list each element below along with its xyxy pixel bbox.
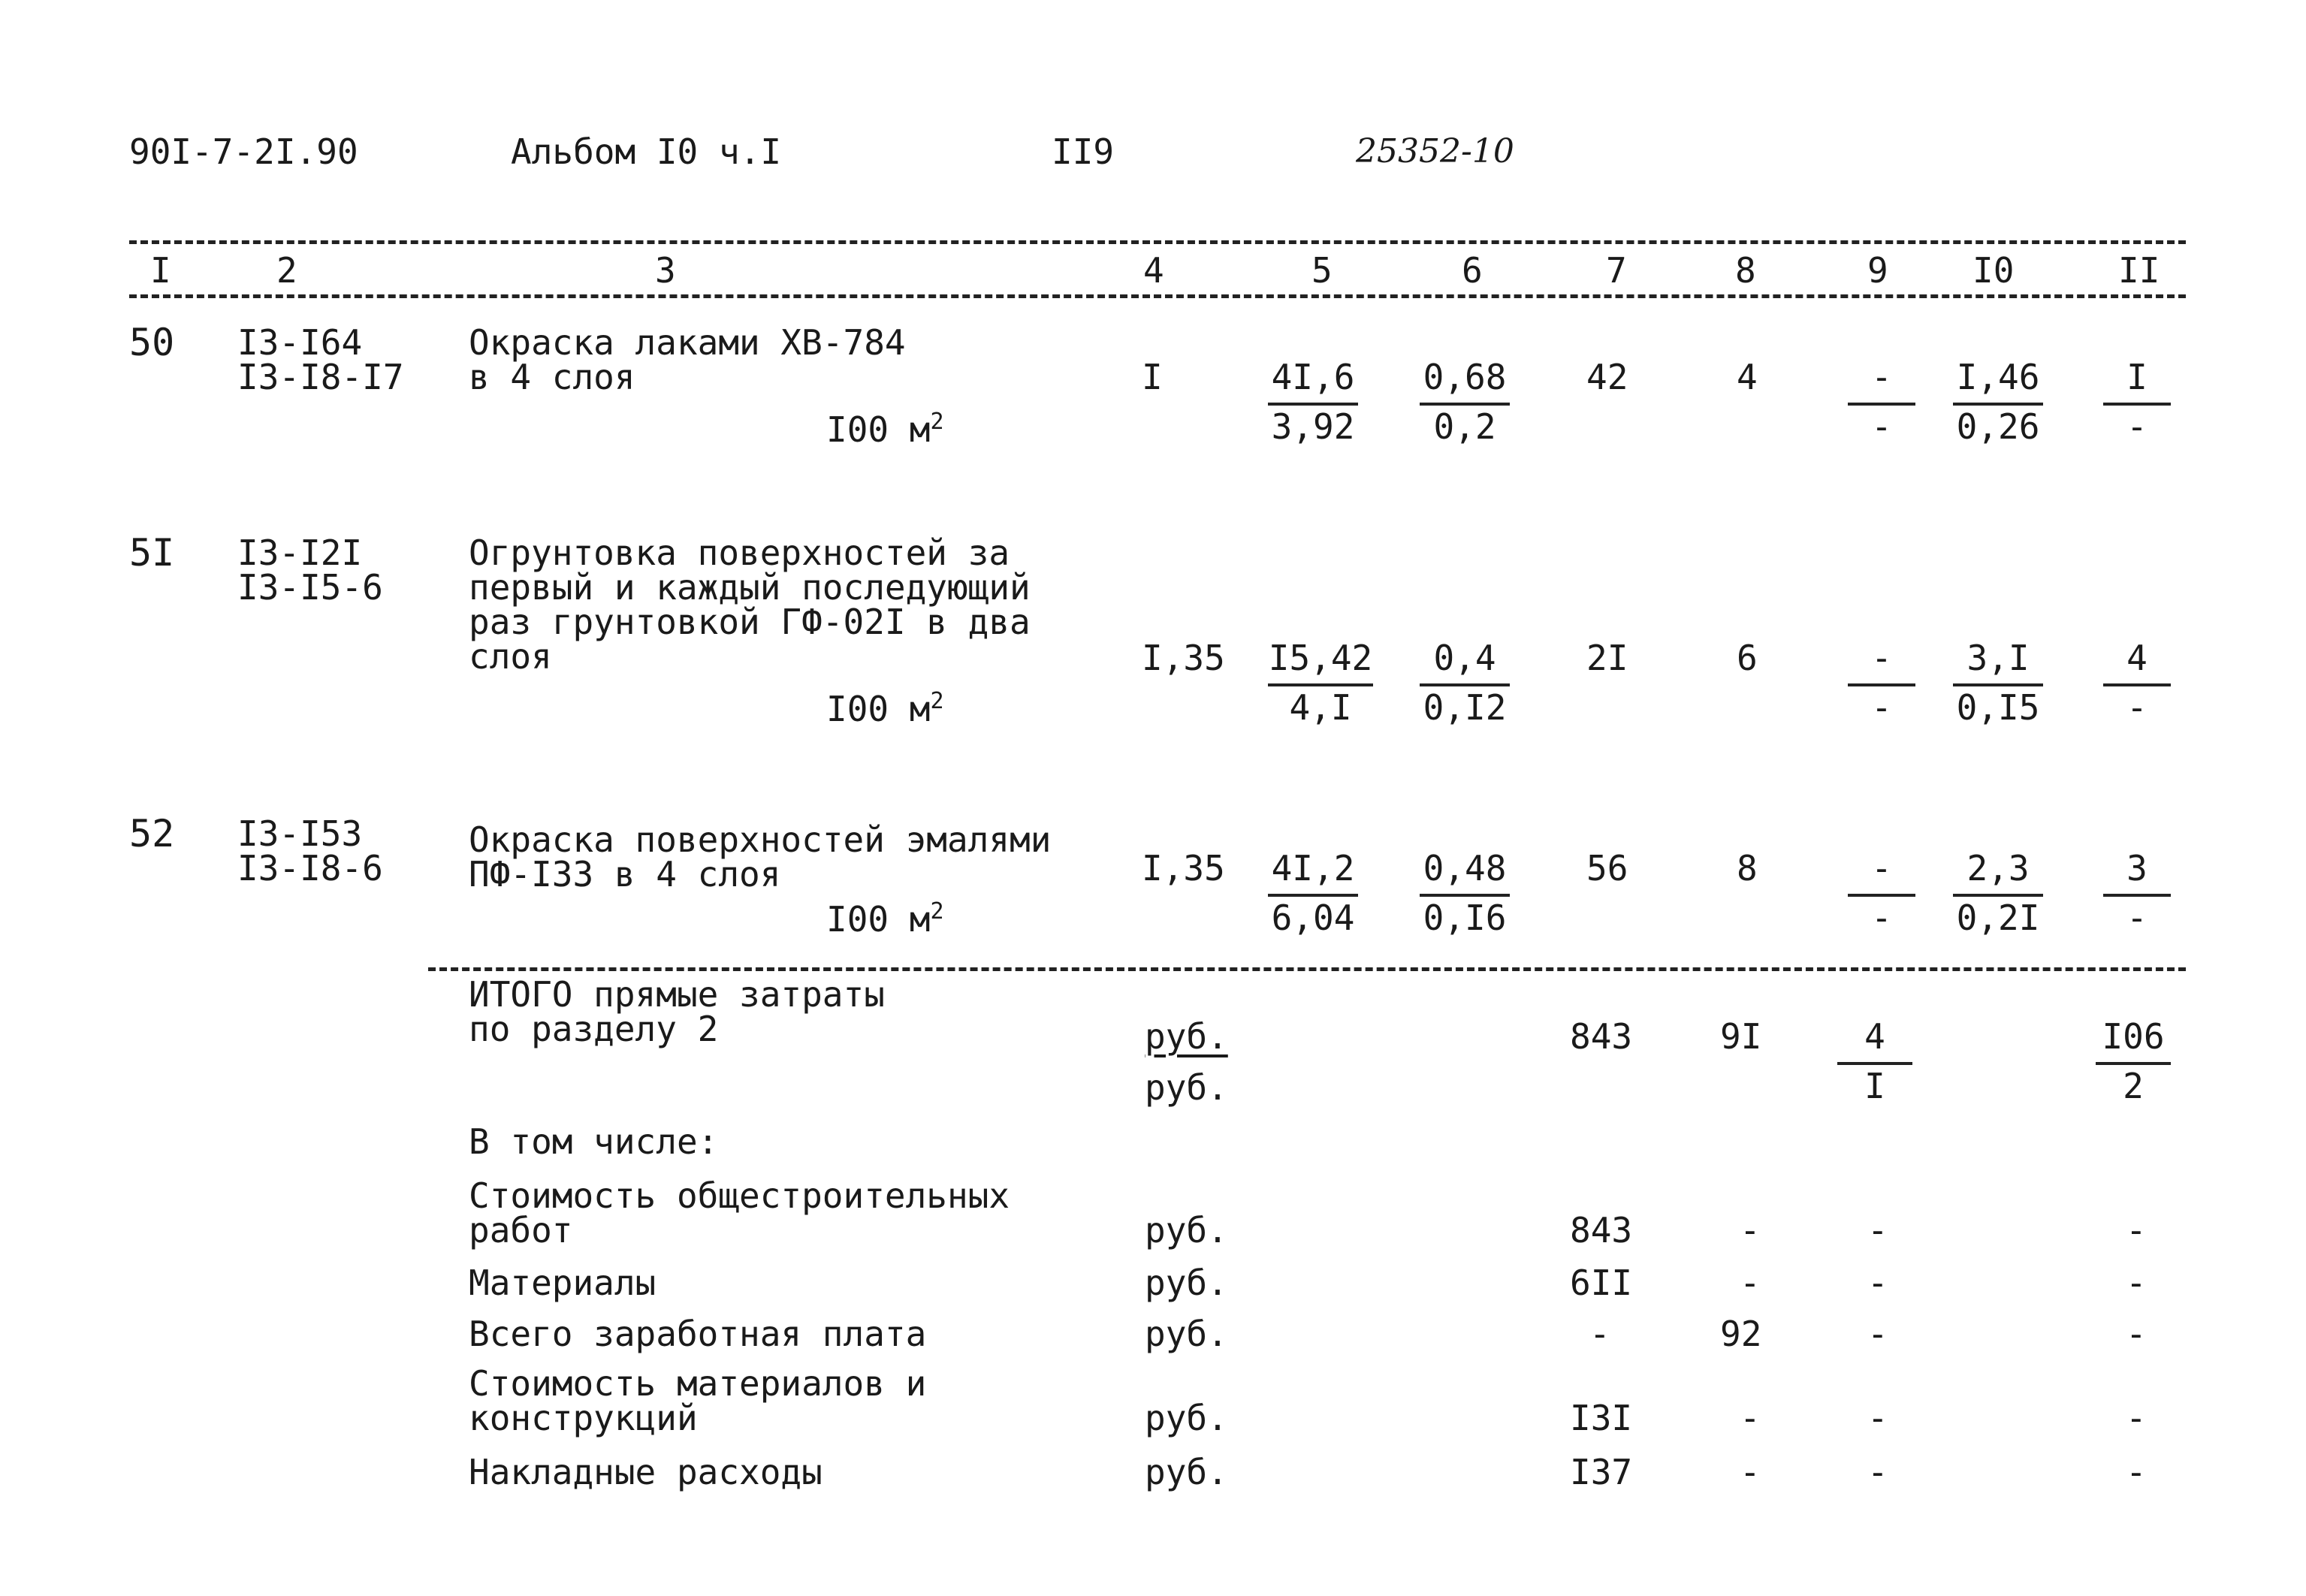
breakdown-col8: - <box>1740 1398 1761 1438</box>
col4-value: I,35 <box>1142 848 1225 889</box>
row-number: 50 <box>129 321 175 364</box>
breakdown-col9: - <box>1867 1398 1888 1438</box>
col-header-2: 2 <box>276 250 297 291</box>
breakdown-col7: I37 <box>1570 1452 1633 1492</box>
breakdown-col7: I3I <box>1570 1398 1633 1438</box>
col4-value: I,35 <box>1142 638 1225 678</box>
col-header-1: I <box>150 250 171 291</box>
breakdown-unit: руб. <box>1145 1398 1228 1438</box>
norm-code: I3-I53 <box>237 813 363 854</box>
breakdown-label: Накладные расходы <box>469 1452 822 1492</box>
norm-code: I3-I8-I7 <box>237 357 404 397</box>
col8-value: 4 <box>1737 357 1758 397</box>
col-header-4: 4 <box>1143 250 1164 291</box>
breakdown-col9: - <box>1867 1314 1888 1354</box>
row-number: 5I <box>129 531 175 575</box>
breakdown-col11: - <box>2126 1452 2147 1492</box>
breakdown-col8: - <box>1740 1263 1761 1303</box>
work-description: первый и каждый последующий <box>469 567 1031 608</box>
col7-value: 56 <box>1586 848 1628 889</box>
breakdown-col9: - <box>1867 1263 1888 1303</box>
breakdown-label: Стоимость материалов и <box>469 1363 927 1404</box>
page-number: II9 <box>1052 131 1115 172</box>
total-col7: 843 <box>1570 1016 1633 1057</box>
document-code: 90I-7-2I.90 <box>129 131 358 172</box>
unit-label: I00 $м^2$ <box>826 688 944 729</box>
breakdown-col8: - <box>1740 1452 1761 1492</box>
breakdown-col11: - <box>2126 1210 2147 1251</box>
total-label: по разделу 2 <box>469 1009 719 1049</box>
col-header-10: I0 <box>1972 250 2015 291</box>
breakdown-col9: - <box>1867 1452 1888 1492</box>
breakdown-unit: руб. <box>1145 1263 1228 1303</box>
breakdown-label: работ <box>469 1210 573 1251</box>
breakdown-label: Стоимость общестроительных <box>469 1175 1010 1216</box>
work-description: ПФ-I33 в 4 слоя <box>469 854 781 895</box>
col-header-8: 8 <box>1735 250 1756 291</box>
col-header-11: II <box>2118 250 2160 291</box>
breakdown-col11: - <box>2126 1398 2147 1438</box>
col8-value: 8 <box>1737 848 1758 889</box>
total-label: ИТОГО прямые затраты <box>469 974 885 1015</box>
col8-value: 6 <box>1737 638 1758 678</box>
breakdown-col7: 843 <box>1570 1210 1633 1251</box>
breakdown-col8: - <box>1740 1210 1761 1251</box>
totals-rule <box>428 967 2186 971</box>
total-unit: руб. <box>1145 1016 1228 1057</box>
unit-label: I00 $м^2$ <box>826 409 944 450</box>
breakdown-label: конструкций <box>469 1398 698 1438</box>
work-description: раз грунтовкой ГФ-02I в два <box>469 602 1031 642</box>
norm-code: I3-I5-6 <box>237 567 383 608</box>
archive-stamp: 25352-10 <box>1356 132 1514 170</box>
norm-code: I3-I64 <box>237 322 363 363</box>
breakdown-col7: - <box>1589 1314 1610 1354</box>
work-description: Окраска поверхностей эмалями <box>469 819 1052 860</box>
work-description: Окраска лаками ХВ-784 <box>469 322 906 363</box>
total-col8: 9I <box>1720 1016 1762 1057</box>
breakdown-unit: руб. <box>1145 1452 1228 1492</box>
breakdown-label: Материалы <box>469 1263 656 1303</box>
header-bottom-rule <box>129 294 2186 298</box>
including-label: В том числе: <box>469 1121 719 1162</box>
work-description: Огрунтовка поверхностей за <box>469 533 1010 573</box>
work-description: слоя <box>469 636 552 677</box>
album-label: Альбом I0 ч.I <box>511 131 782 172</box>
col-header-7: 7 <box>1606 250 1627 291</box>
col-header-3: 3 <box>655 250 676 291</box>
row-number: 52 <box>129 812 175 855</box>
breakdown-unit: руб. <box>1145 1210 1228 1251</box>
header-top-rule <box>129 240 2186 244</box>
breakdown-col7: 6II <box>1570 1263 1633 1303</box>
breakdown-unit: руб. <box>1145 1314 1228 1354</box>
total-unit: руб. <box>1145 1067 1228 1108</box>
breakdown-col8: 92 <box>1720 1314 1762 1354</box>
col4-value: I <box>1142 357 1163 397</box>
norm-code: I3-I2I <box>237 533 363 573</box>
breakdown-col11: - <box>2126 1314 2147 1354</box>
col-header-5: 5 <box>1311 250 1333 291</box>
breakdown-label: Всего заработная плата <box>469 1314 927 1354</box>
unit-label: I00 $м^2$ <box>826 898 944 940</box>
col7-value: 2I <box>1586 638 1628 678</box>
breakdown-col9: - <box>1867 1210 1888 1251</box>
col7-value: 42 <box>1586 357 1628 397</box>
col-header-6: 6 <box>1462 250 1483 291</box>
work-description: в 4 слоя <box>469 357 635 397</box>
breakdown-col11: - <box>2126 1263 2147 1303</box>
col-header-9: 9 <box>1867 250 1888 291</box>
norm-code: I3-I8-6 <box>237 848 383 889</box>
